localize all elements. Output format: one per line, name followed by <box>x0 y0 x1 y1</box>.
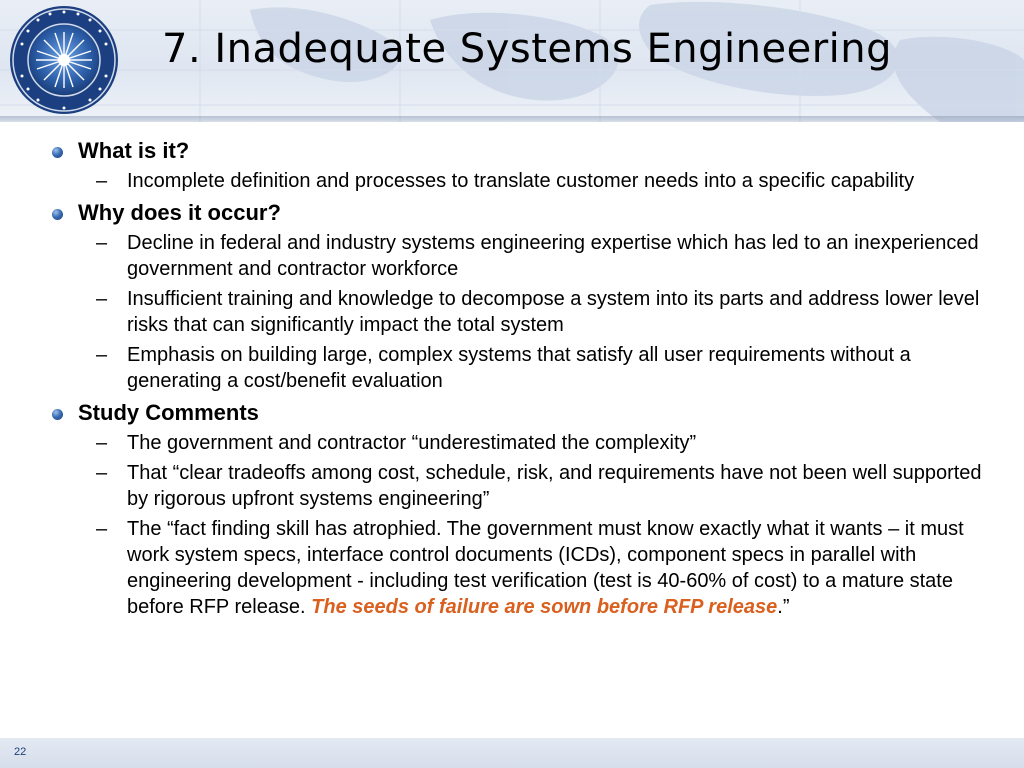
slide-title: 7. Inadequate Systems Engineering <box>162 26 893 72</box>
section-heading: What is it? <box>52 138 1002 164</box>
list-item: – That “clear tradeoffs among cost, schedule, risk, and requirements have not been well supported by rigorous upfront systems engineering” <box>96 462 982 510</box>
list-item: – Decline in federal and industry systems engineering expertise which has led to an inexperienced government and contractor workforce <box>96 232 979 280</box>
slide-body <box>52 132 1002 620</box>
blue-sphere-bullet-icon <box>52 147 63 158</box>
list-item: – The “fact finding skill has atrophied. The government must know exactly what it wants – it must work system specs, interface control documents (ICDs), component specs in parallel with engineering development - including test verification (test is 40-60% of cost) to a mature state before RFP release. The seeds of failure are sown before RFP release.” <box>96 518 964 618</box>
list-item: – Emphasis on building large, complex systems that satisfy all user requirements without a generating a cost/benefit evaluation <box>96 344 911 392</box>
section-heading: Why does it occur? <box>52 200 1002 226</box>
page-number: 22 <box>14 746 27 758</box>
dash-marker: – <box>96 288 108 310</box>
blue-sphere-bullet-icon <box>52 209 63 220</box>
slide-footer <box>0 738 1024 768</box>
emphasis-text: The seeds of failure are sown before RFP release <box>311 596 778 618</box>
list-item: – The government and contractor “underestimated the complexity” <box>96 432 697 454</box>
ast-nro-seal-icon <box>8 4 120 116</box>
blue-sphere-bullet-icon <box>52 409 63 420</box>
dash-marker: – <box>96 462 108 484</box>
list-item: – Insufficient training and knowledge to decompose a system into its parts and address lower level risks that can significantly impact the total system <box>96 288 980 336</box>
dash-marker: – <box>96 232 108 254</box>
dash-marker: – <box>96 518 108 540</box>
header-divider <box>0 116 1024 122</box>
section-heading: Study Comments <box>52 400 1002 426</box>
slide-header <box>0 0 1024 122</box>
list-item: – Incomplete definition and processes to translate customer needs into a specific capability <box>96 170 915 192</box>
dash-marker: – <box>96 432 108 454</box>
dash-marker: – <box>96 344 108 366</box>
dash-marker: – <box>96 170 108 192</box>
